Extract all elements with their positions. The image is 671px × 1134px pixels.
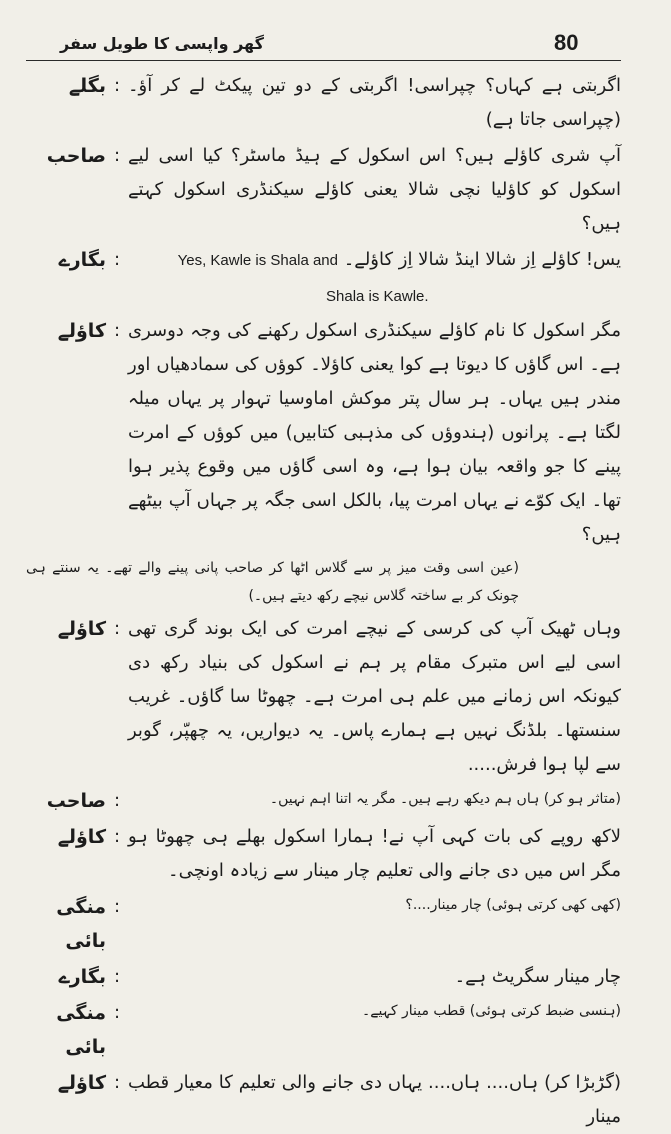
speech-text: (کھی کھی کرتی ہوئی) چار مینار....؟: [405, 897, 621, 913]
dialogue-line: [26, 996, 621, 1064]
dialogue-line: [26, 890, 621, 958]
speaker-name: کاؤلے: [57, 826, 106, 848]
colon: :: [113, 145, 121, 166]
speaker-name: بگلے: [68, 75, 106, 97]
speech-text: [128, 243, 621, 278]
dialogue-line: [26, 820, 621, 888]
speech-text: آپ شری کاؤلے ہیں؟ اس اسکول کے ہیڈ ماسٹر؟ کیا اسی لیے اسکول کو کاؤلیا نچی شالا یعنی کاؤلے سیکنڈری اسکول کہتے ہیں؟: [128, 145, 621, 234]
colon: :: [113, 320, 121, 341]
speech-english-part: Yes, Kawle is Shala and: [177, 252, 338, 269]
dialogue-line: [26, 314, 621, 552]
speech-text: وہاں ٹھیک آپ کی کرسی کے نیچے امرت کی ایک بوند گری تھی اسی لیے اس متبرک مقام پر ہم نے اسکول کی بنیاد رکھ دی کیونکہ اس زمانے میں علم ہی امرت ہے۔ چھوٹا سا گاؤں۔ غریب سنستھا۔ بلڈنگ نہیں ہے ہمارے پاس۔ یہ دیواریں، یہ چھپّر، گوبر سے لپا ہوا فرش.....: [128, 618, 621, 775]
colon: :: [113, 75, 121, 96]
speech-text: (گڑبڑا کر) ہاں.... ہاں.... یہاں دی جانے والی تعلیم کا معیار قطب مینار: [128, 1072, 621, 1127]
speaker-name: صاحب: [46, 145, 106, 167]
colon: :: [113, 249, 121, 270]
colon: :: [113, 1002, 121, 1023]
speaker-name: منگی بائی: [56, 896, 106, 952]
dialogue-line: [26, 139, 621, 241]
speech-text: (ہنسی ضبط کرتی ہوئی) قطب مینار کہیے۔: [362, 1003, 621, 1019]
speaker-name: کاؤلے: [57, 1072, 106, 1094]
dialogue-body: [26, 69, 621, 1134]
speech-text: (متاثر ہو کر) ہاں ہم دیکھ رہے ہیں۔ مگر یہ اتنا اہم نہیں۔: [269, 791, 621, 807]
speaker-name: کاؤلے: [57, 320, 106, 342]
page-header: [26, 28, 621, 61]
dialogue-line: [26, 69, 621, 137]
speaker-name: کاؤلے: [57, 618, 106, 640]
speech-text: چار مینار سگریٹ ہے۔: [454, 966, 621, 987]
colon: :: [113, 826, 121, 847]
speaker-name: صاحب: [46, 790, 106, 812]
speaker-name: بگارے: [58, 966, 106, 988]
speech-english-continuation: Shala is Kawle.: [326, 288, 429, 305]
speaker-name: منگی بائی: [56, 1002, 106, 1058]
colon: :: [113, 896, 121, 917]
running-title: گھر واپسی کا طویل سفر: [60, 34, 264, 53]
speech-urdu-part: یس! کاؤلے اِز شالا اینڈ شالا اِز کاؤلے۔: [343, 249, 621, 270]
speech-text: مگر اسکول کا نام کاؤلے سیکنڈری اسکول رکھنے کی وجہ دوسری ہے۔ اس گاؤں کا دیوتا ہے کوا یعنی کاؤلا۔ کوؤں کی سمادھیاں اور مندر ہیں یہاں۔ ہر سال پتر موکش اماوسیا تہوار پر یہاں میلہ لگتا ہے۔ پرانوں (ہندوؤں کی مذہبی کتابیں) میں کوؤں کے امرت پینے کا جو واقعہ بیان ہوا ہے، وہ اسی گاؤں میں وقوع پذیر ہوا تھا۔ ایک کوّے نے یہاں امرت پیا، بالکل اسی جگہ پر جہاں آپ بیٹھے ہیں؟: [128, 320, 621, 545]
dialogue-line: [26, 1066, 621, 1134]
colon: :: [113, 618, 121, 639]
speech-text: لاکھ روپے کی بات کہی آپ نے! ہمارا اسکول بھلے ہی چھوٹا ہو مگر اس میں دی جانے والی تعلیم چار مینار سے زیادہ اونچی۔: [128, 826, 621, 881]
colon: :: [113, 966, 121, 987]
dialogue-line: [26, 612, 621, 782]
colon: :: [113, 790, 121, 811]
speech-text: اگربتی ہے کہاں؟ چپراسی! اگربتی کے دو تین پیکٹ لے کر آؤ۔ (چپراسی جاتا ہے): [128, 75, 621, 130]
dialogue-line: [26, 784, 621, 818]
colon: :: [113, 1072, 121, 1093]
dialogue-line: [26, 243, 621, 278]
dialogue-line: [26, 960, 621, 994]
stage-direction: (عین اسی وقت میز پر سے گلاس اٹھا کر صاحب پانی پینے والے تھے۔ یہ سنتے ہی چونک کر بے ساختہ گلاس نیچے رکھ دیتے ہیں۔): [26, 560, 519, 604]
speaker-name: بگارے: [58, 249, 106, 271]
page-number: 80: [554, 30, 579, 55]
